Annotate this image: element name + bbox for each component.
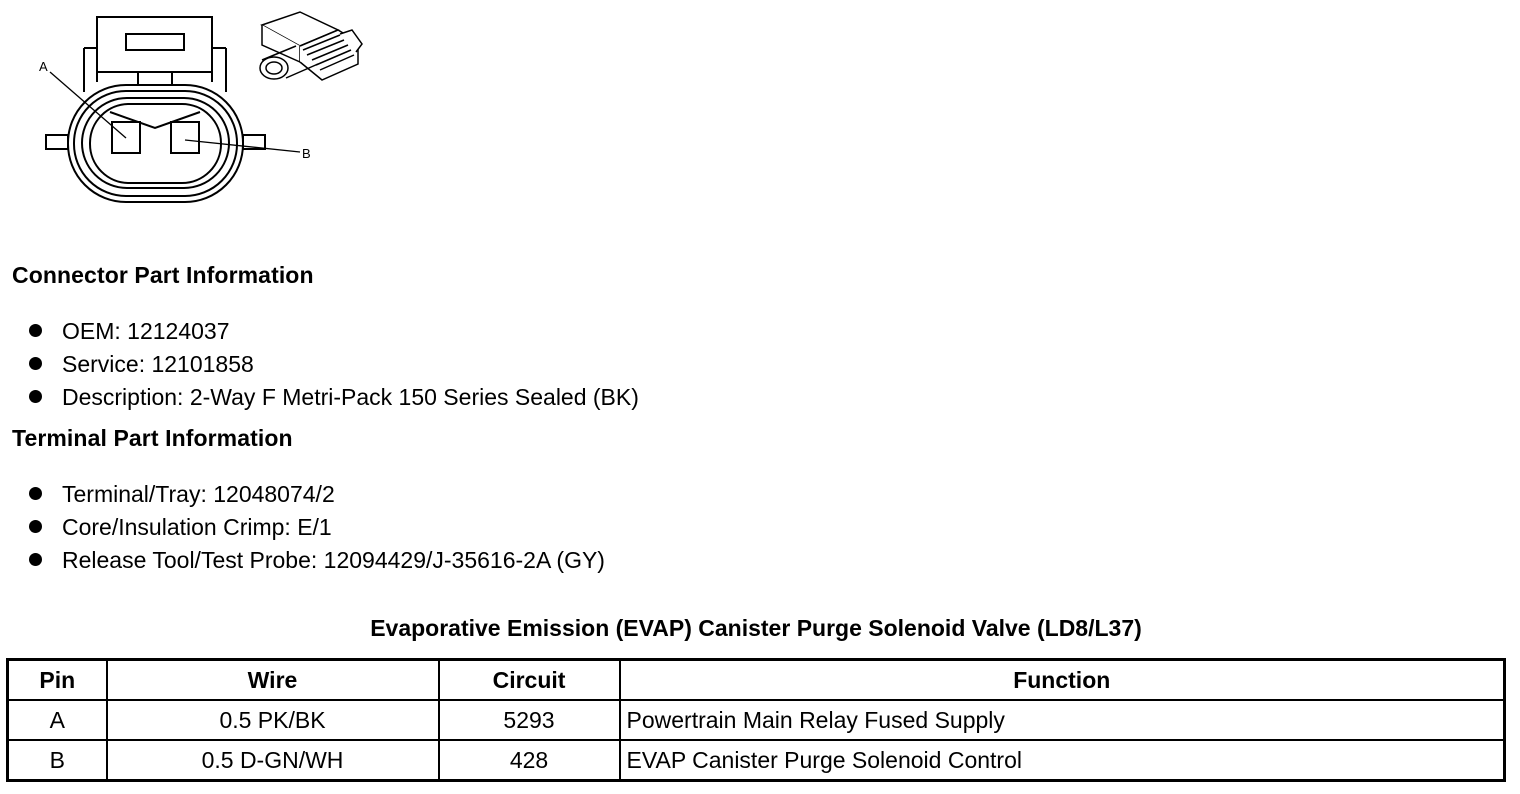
cell-pin: A — [8, 700, 107, 740]
description-text: Description: 2-Way F Metri-Pack 150 Series Sealed (BK) — [62, 384, 639, 410]
bullet-icon — [29, 487, 42, 500]
table-row — [8, 740, 1505, 781]
crimp-text: Core/Insulation Crimp: E/1 — [62, 514, 332, 540]
connector-iso-drawing — [260, 12, 362, 80]
list-item — [0, 384, 639, 417]
connector-face-drawing — [46, 17, 265, 202]
cell-circuit: 428 — [439, 740, 620, 781]
terminal-tray-text: Terminal/Tray: 12048074/2 — [62, 481, 335, 507]
cell-circuit: 5293 — [439, 700, 620, 740]
cell-pin: B — [8, 740, 107, 781]
cell-function: EVAP Canister Purge Solenoid Control — [620, 740, 1505, 781]
list-item — [0, 514, 605, 547]
list-item — [0, 481, 605, 514]
pin-table — [6, 658, 1506, 782]
header-circuit: Circuit — [439, 660, 620, 701]
terminal-info-list — [0, 481, 605, 580]
header-pin: Pin — [8, 660, 107, 701]
bullet-icon — [29, 553, 42, 566]
pin-label-b: B — [302, 146, 311, 161]
bullet-icon — [29, 390, 42, 403]
release-tool-text: Release Tool/Test Probe: 12094429/J-35616-2A (GY) — [62, 547, 605, 573]
terminal-info-heading: Terminal Part Information — [12, 425, 293, 451]
connector-info-heading: Connector Part Information — [12, 262, 314, 288]
table-header-row — [8, 660, 1505, 701]
pin-table-title: Evaporative Emission (EVAP) Canister Purge Solenoid Valve (LD8/L37) — [370, 615, 1142, 641]
pin-label-a: A — [39, 59, 48, 74]
bullet-icon — [29, 357, 42, 370]
bullet-icon — [29, 520, 42, 533]
cell-wire: 0.5 D-GN/WH — [107, 740, 439, 781]
oem-part-text: OEM: 12124037 — [62, 318, 230, 344]
connector-info-list — [0, 318, 639, 417]
list-item — [0, 318, 639, 351]
header-function: Function — [620, 660, 1505, 701]
service-part-text: Service: 12101858 — [62, 351, 254, 377]
bullet-icon — [29, 324, 42, 337]
list-item — [0, 547, 605, 580]
cell-wire: 0.5 PK/BK — [107, 700, 439, 740]
cell-function: Powertrain Main Relay Fused Supply — [620, 700, 1505, 740]
header-wire: Wire — [107, 660, 439, 701]
table-row — [8, 700, 1505, 740]
list-item — [0, 351, 639, 384]
connector-diagram — [0, 0, 380, 215]
